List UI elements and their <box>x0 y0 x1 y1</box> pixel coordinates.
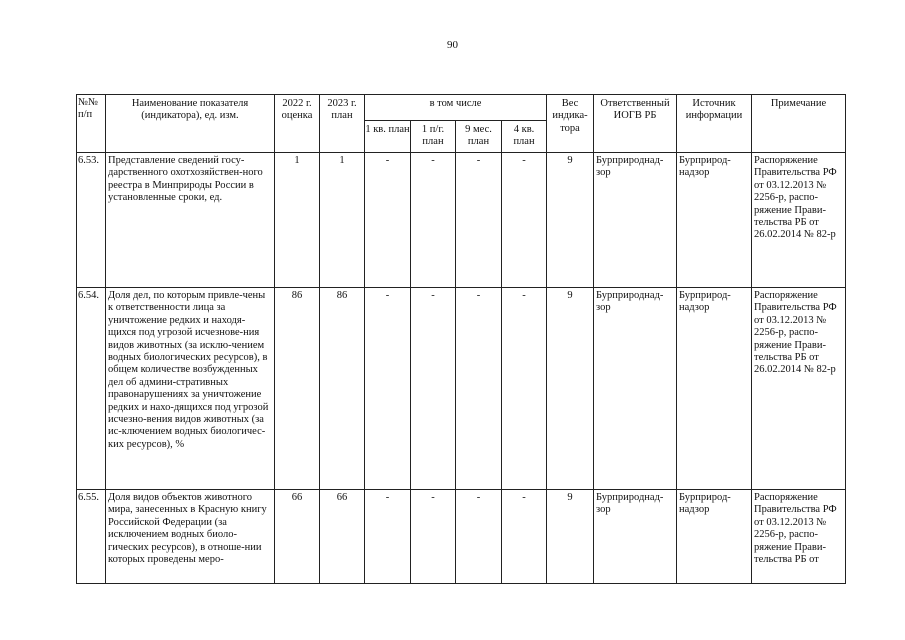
row-weight: 9 <box>547 490 594 584</box>
row-source: Бурприрод-надзор <box>677 288 752 490</box>
row-2023: 1 <box>320 153 365 288</box>
row-note: Распоряжение Правительства РФ от 03.12.2013 № 2256-р, распо-ряжение Прави-тельства РБ от 26.02.2014 № 82-р <box>752 288 846 490</box>
row-name: Доля видов объектов животного мира, занесенных в Красную книгу Российской Федерации (за исключением водных биоло-гических ресурсов), в отноше-нии которых проведены меро- <box>106 490 275 584</box>
row-9m: - <box>456 288 502 490</box>
header-h1: 1 п/г. план <box>411 121 456 153</box>
page-number: 90 <box>447 39 458 51</box>
table-row <box>77 288 846 490</box>
header-9m: 9 мес. план <box>456 121 502 153</box>
row-name: Доля дел, по которым привле-чены к ответственности лица за уничтожение редких и находя-щихся под угрозой исчезнове-ния видов животных (за исклю-чением водных биологических ресурсов), в общем количестве возбужденных дел об админи-стративных правонарушениях за уничтожение редких и нахо-дящихся под угрозой исчезно-вения видов животных (за ис-ключением водных биологичес-ких ресурсов), % <box>106 288 275 490</box>
row-num: 6.53. <box>77 153 106 288</box>
row-weight: 9 <box>547 153 594 288</box>
header-q4: 4 кв. план <box>502 121 547 153</box>
row-h1: - <box>411 153 456 288</box>
row-responsible: Бурприроднад-зор <box>594 288 677 490</box>
header-source: Источник информации <box>677 95 752 153</box>
header-num: №№ п/п <box>77 95 106 153</box>
row-2022: 1 <box>275 153 320 288</box>
row-source: Бурприрод-надзор <box>677 153 752 288</box>
row-responsible: Бурприроднад-зор <box>594 490 677 584</box>
row-note: Распоряжение Правительства РФ от 03.12.2013 № 2256-р, распо-ряжение Прави-тельства РБ от <box>752 490 846 584</box>
row-2022: 86 <box>275 288 320 490</box>
row-2023: 66 <box>320 490 365 584</box>
header-q1: 1 кв. план <box>365 121 411 153</box>
header-weight: Вес индика-тора <box>547 95 594 153</box>
row-2023: 86 <box>320 288 365 490</box>
row-q1: - <box>365 288 411 490</box>
row-num: 6.54. <box>77 288 106 490</box>
row-h1: - <box>411 490 456 584</box>
row-num: 6.55. <box>77 490 106 584</box>
header-including: в том числе <box>365 95 547 121</box>
row-q1: - <box>365 490 411 584</box>
header-responsible: Ответственный ИОГВ РБ <box>594 95 677 153</box>
row-weight: 9 <box>547 288 594 490</box>
row-q4: - <box>502 153 547 288</box>
table-row <box>77 490 846 584</box>
row-source: Бурприрод-надзор <box>677 490 752 584</box>
row-note: Распоряжение Правительства РФ от 03.12.2013 № 2256-р, распо-ряжение Прави-тельства РБ от 26.02.2014 № 82-р <box>752 153 846 288</box>
row-9m: - <box>456 153 502 288</box>
row-q1: - <box>365 153 411 288</box>
table-row <box>77 153 846 288</box>
row-name: Представление сведений госу-дарственного охотхозяйствен-ного реестра в Минприроды России в установленные сроки, ед. <box>106 153 275 288</box>
indicators-table <box>76 94 846 584</box>
header-name: Наименование показателя (индикатора), ед. изм. <box>106 95 275 153</box>
row-responsible: Бурприроднад-зор <box>594 153 677 288</box>
row-9m: - <box>456 490 502 584</box>
header-note: Примечание <box>752 95 846 153</box>
row-q4: - <box>502 490 547 584</box>
row-2022: 66 <box>275 490 320 584</box>
row-h1: - <box>411 288 456 490</box>
header-2022: 2022 г. оценка <box>275 95 320 153</box>
header-2023: 2023 г. план <box>320 95 365 153</box>
row-q4: - <box>502 288 547 490</box>
